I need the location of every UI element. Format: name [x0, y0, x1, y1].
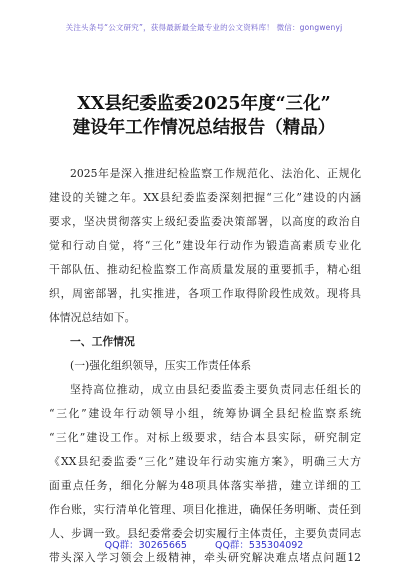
paragraph-line: 面重点任务，细化分解为48项具体落实举措，建立详细的工 — [49, 479, 361, 492]
paragraph-line: 坚持高位推动，成立由县纪委监委主要负责同志任组长的 — [70, 383, 361, 396]
title-line-2: 建设年工作情况总结报告（精品） — [72, 118, 336, 138]
paragraph-line: 《XX县纪委监委“三化”建设年行动实施方案》，明确三大方 — [49, 455, 361, 468]
subsection-heading: (一)强化组织领导，压实工作责任体系 — [70, 359, 252, 372]
paragraph-line: 觉和行动自觉，将“三化”建设年行动作为锻造高素质专业化 — [49, 239, 361, 252]
title-line-1: XX县纪委监委2025年度“三化” — [77, 94, 331, 114]
paragraph-line: 2025年是深入推进纪检监察工作规范化、法治化、正规化 — [70, 167, 361, 180]
paragraph-line: 干部队伍、推动纪检监察工作高质量发展的重要抓手，精心组 — [49, 263, 361, 276]
paragraph-line: 体情况总结如下。 — [49, 311, 136, 324]
section-heading: 一、工作情况 — [70, 335, 135, 348]
paragraph-line: “三化”建设年行动领导小组，统筹协调全县纪检监察系统 — [49, 407, 361, 420]
paragraph-line: 要求，坚决贯彻落实上级纪委监委决策部署，以高度的政治自 — [49, 215, 361, 228]
footer-qq-group-1: QQ群：30265665 — [104, 540, 187, 551]
paragraph-line: “三化”建设工作。对标上级要求，结合本县实际，研究制定 — [49, 431, 361, 444]
paragraph-line: 建设的关键之年。XX县纪委监委深刻把握“三化”建设的内涵 — [49, 191, 361, 204]
header-banner: 关注头条号“公文研究”，获得最新最全最专业的公文资料库！ 微信：gongwenyj — [65, 23, 343, 32]
footer-qq-group-2: QQ群：535304092 — [214, 540, 304, 551]
paragraph-line: 带头深入学习领会上级精神，牵头研究解决难点堵点问题12 — [49, 551, 361, 564]
paragraph-line: 作台账，实行清单化管理、项目化推进，确保任务明晰、责任到 — [49, 503, 361, 516]
footer — [0, 537, 408, 551]
document-body — [49, 162, 361, 570]
paragraph-line: 人、步调一致。县纪委常委会切实履行主体责任，主要负责同志 — [49, 527, 361, 540]
paragraph-line: 织，周密部署，扎实推进，各项工作取得阶段性成效。现将具 — [49, 287, 361, 300]
document-title — [20, 92, 388, 140]
